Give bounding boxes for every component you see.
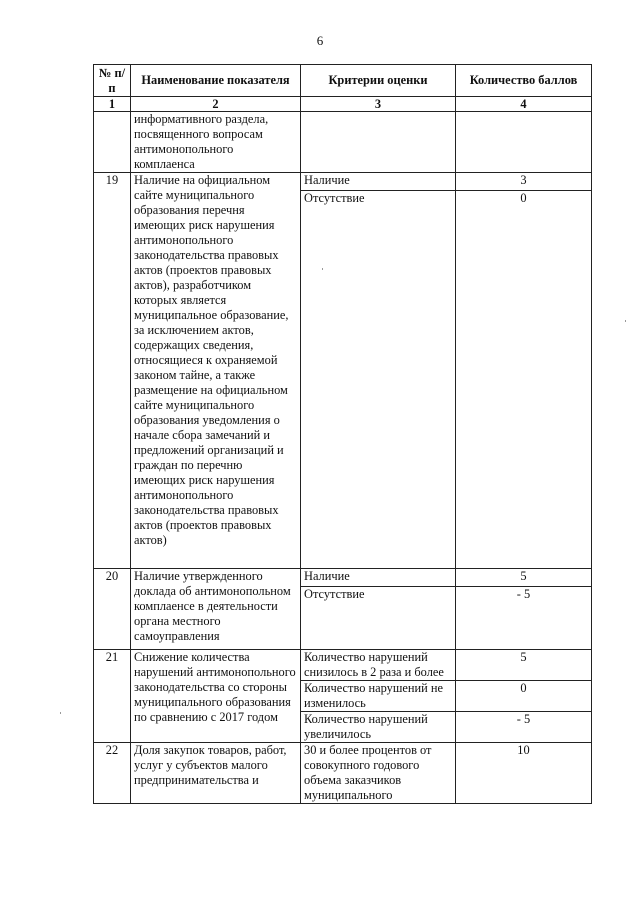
- column-number-3: 3: [301, 97, 456, 112]
- header-indicator: Наименование показателя: [131, 65, 301, 97]
- indicator-cell: Доля закупок товаров, работ, услуг у субъектов малого предпринимательства и: [131, 743, 301, 804]
- indicator-cell: Наличие утвержденного доклада об антимонопольном комплаенсе в деятельности органа местного самоуправления: [131, 569, 301, 650]
- row-number: 22: [94, 743, 131, 804]
- points-cell: 5: [456, 569, 592, 587]
- points-cell: [456, 112, 592, 173]
- criteria-cell: Количество нарушений снизилось в 2 раза и более: [301, 650, 456, 681]
- indicator-cell: Снижение количества нарушений антимонопольного законодательства со стороны муниципального образования по сравнению с 2017 годом: [131, 650, 301, 743]
- criteria-cell: Наличие: [301, 173, 456, 191]
- points-cell: 10: [456, 743, 592, 804]
- table-row-19: [94, 173, 592, 191]
- table-row-22: [94, 743, 592, 804]
- criteria-cell: Отсутствие: [301, 191, 456, 569]
- points-cell: 3: [456, 173, 592, 191]
- scan-speck: [60, 712, 61, 714]
- points-cell: 0: [456, 191, 592, 569]
- criteria-cell: Отсутствие: [301, 587, 456, 650]
- column-number-1: 1: [94, 97, 131, 112]
- column-numbers-row: [94, 97, 592, 112]
- column-number-4: 4: [456, 97, 592, 112]
- page-number: 6: [316, 33, 324, 48]
- header-points: Количество баллов: [456, 65, 592, 97]
- table-row-continuation: [94, 112, 592, 173]
- criteria-cell: Количество нарушений не изменилось: [301, 681, 456, 712]
- table-row-21: [94, 650, 592, 681]
- row-number: 20: [94, 569, 131, 650]
- scan-speck: [322, 268, 323, 270]
- criteria-cell: [301, 112, 456, 173]
- indicators-table: [93, 64, 592, 804]
- header-number: № п/п: [94, 65, 131, 97]
- table-header-row: [94, 65, 592, 97]
- criteria-cell: Количество нарушений увеличилось: [301, 712, 456, 743]
- indicator-cell: информативного раздела, посвященного вопросам антимонопольного комплаенса: [131, 112, 301, 173]
- column-number-2: 2: [131, 97, 301, 112]
- points-cell: 0: [456, 681, 592, 712]
- points-cell: - 5: [456, 587, 592, 650]
- criteria-cell: 30 и более процентов от совокупного годового объема заказчиков муниципального: [301, 743, 456, 804]
- criteria-cell: Наличие: [301, 569, 456, 587]
- row-number: 19: [94, 173, 131, 569]
- header-criteria: Критерии оценки: [301, 65, 456, 97]
- scan-speck: [625, 320, 626, 322]
- table-row-20: [94, 569, 592, 587]
- indicator-cell: Наличие на официальном сайте муниципального образования перечня имеющих риск нарушения антимонопольного законодательства правовых актов (проектов правовых актов), разработчиком которых является муниципальное образование, за исключением актов, содержащих сведения, относящиеся к охраняемой законом тайне, а также размещение на официальном сайте муниципального образования уведомления о начале сбора замечаний и предложений организаций и граждан по перечню имеющих риск нарушения антимонопольного законодательства правовых актов (проектов правовых актов): [131, 173, 301, 569]
- row-number: 21: [94, 650, 131, 743]
- points-cell: - 5: [456, 712, 592, 743]
- row-number-cell: [94, 112, 131, 173]
- points-cell: 5: [456, 650, 592, 681]
